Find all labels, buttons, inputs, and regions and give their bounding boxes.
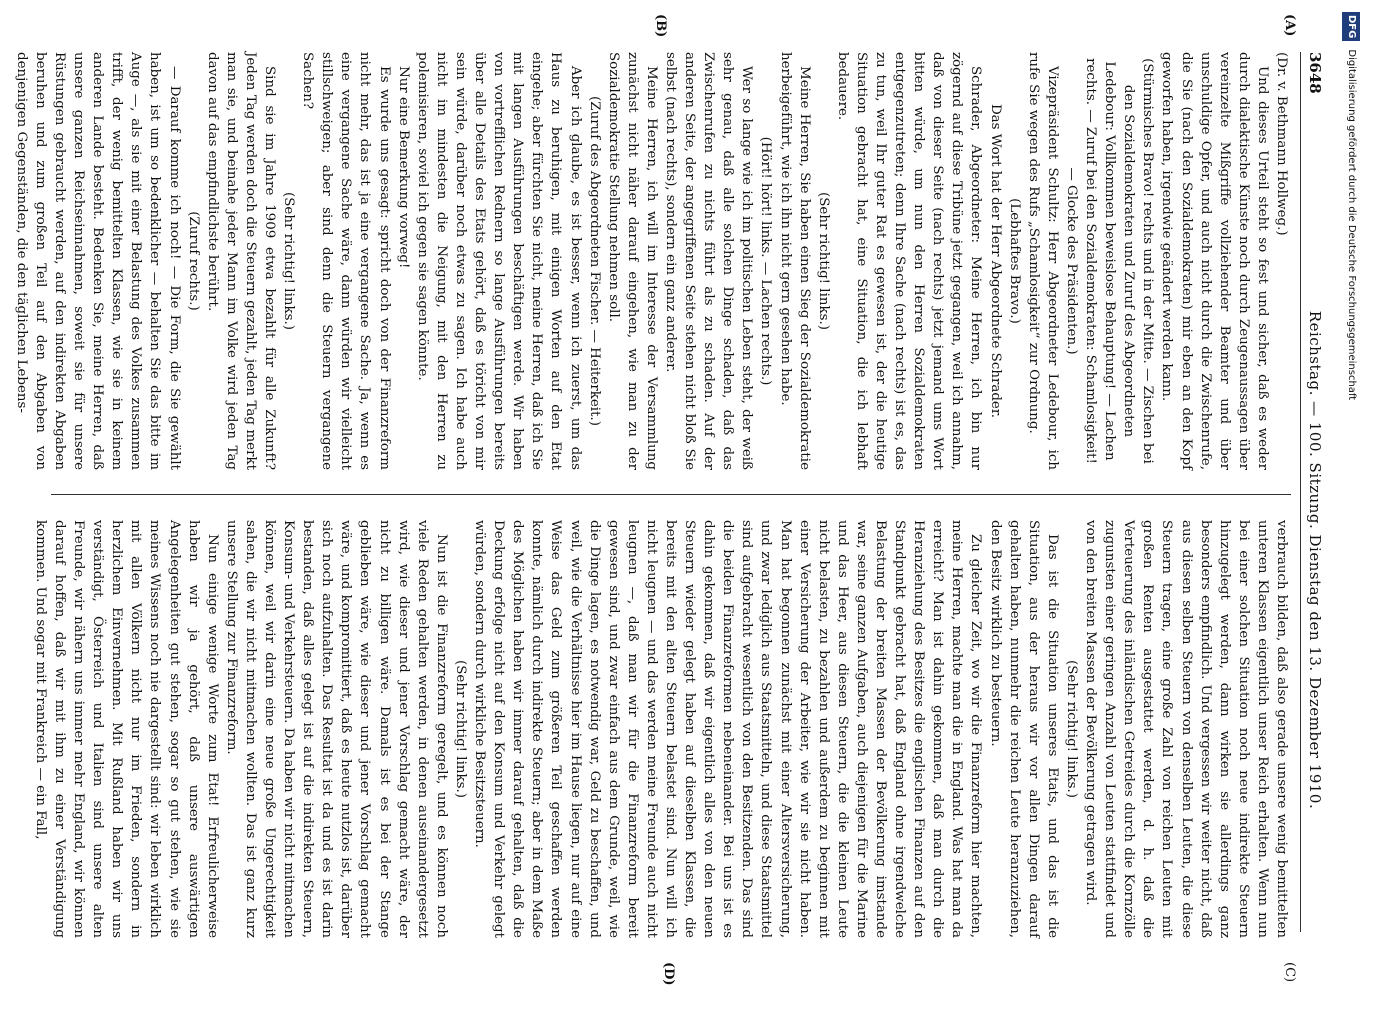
interjection: (Zuruf des Abgeordneten Fischer. — Heiterkeit.) (586, 96, 602, 426)
speaker-tag: (Dr. v. Bethmann Hollweg.) (1274, 52, 1289, 236)
running-title: Reichstag. — 100. Sitzung. Dienstag den 13. Dezember 1910. (1306, 310, 1324, 810)
interjection: (Sehr richtig! links.) (815, 192, 831, 330)
interjection: (Hört! hört! links. — Lachen rechts.) (758, 136, 774, 386)
paragraph: Und dieses Urteil steht so fest und sicher, daß es weder durch dialektische Künste noch durch Zeugenaussagen über vereinzelte Mißgriffe vollziehender Beamter und über unschuldige Opfer, und auch nicht durch die Zwischenrufe, die Sie (nach den Sozialdemokraten) mir eben an den Kopf geworfen haben, irgendwie geändert werden kann. (1159, 52, 1270, 470)
interjection: (Sehr richtig! links.) (452, 660, 468, 798)
paragraph: Sind sie im Jahre 1909 etwa bezahlt für alle Zukunft? Jeden Tag werden doch die Steuern gezahlt, jeden Tag merkt man sie, und beinahe jeder Mann im Volke wird jeden Tag davon auf das empfindlichste berührt. (204, 52, 278, 470)
paragraph: Vizepräsident Schultz: Herr Abgeordneter Ledebour, ich rufe Sie wegen des Rufs „Schamlosigkeit“ zur Ordnung. (1025, 52, 1060, 470)
paragraph: — Darauf komme ich noch! — Die Form, die Sie gewählt haben, ist um so bedenklicher — behalten Sie das bitte im Auge —, als sie mit einer Belastung des Volkes zusammen trifft, der wenig bemittelten Klassen, wie sie in keinem anderen Lande besteht. Bedenken Sie, meine Herren, daß unsere ganzen Reichseinnahmen, soweit sie für unsere Rüstungen gebraucht werden, auf den indirekten Abgaben beruhen und zum großen Teil auf den Abgaben von denjenigen Gegenständen, die den täglichen Lebens- (13, 52, 182, 470)
interjection: (Sehr richtig! links.) (281, 192, 297, 330)
paragraph: verbrauch bilden, daß also gerade unsere wenig bemittelten unteren Klassen eigentlich unser Reich erhalten. Wenn nun bei einer solchen Situation noch neue indirekte Steuern hinzugelegt werden, dann wirken sie allerdings ganz besonders empfindlich. Und vergessen wir weiter nicht, daß aus diesen selben Steuern von denselben Leuten, die diese Steuern tragen, eine große Zahl von reichen Leuten mit großen Renten ausgestattet werden, d. h. daß die Verteuerung des inländischen Getreides durch die Kornzölle zugunsten einer geringen Anzahl von Leuten stattfindet und von den breiten Massen der Bevölkerung getragen wird. (1083, 520, 1289, 938)
paragraph: Es wurde uns gesagt: spricht doch von der Finanzreform nicht mehr, das ist ja eine vergangene Sache. Ja, wenn es eine vergangene Sache wäre, dann würden wir vielleicht stillschweigen; aber sind denn die Steuern vergangene Sachen? (300, 52, 392, 470)
left-column (13, 52, 1291, 470)
paragraph: Nur eine Bemerkung vorweg! (395, 66, 411, 269)
column-mark-a: (A) (1282, 14, 1297, 37)
page-number: 3648 (1306, 52, 1324, 94)
dfg-logo: DFG (1342, 12, 1360, 41)
paragraph: Aber ich glaube, es ist besser, wenn ich zuerst, um das Haus zu beruhigen, mit einigen Worten auf den Etat eingehe; aber fürchten Sie nicht, meine Herren, daß ich Sie mit langen Ausführungen beschäftigen werde. Wir haben von vortrefflichen Rednern so lange Ausführungen bereits über alle Details des Etats gehört, daß es töricht von mir sein würde, darüber noch etwas zu sagen. Ich habe auch nicht im mindesten die Neigung, mit den Herren zu polemisieren, soviel ich gegen sie sagen könnte. (414, 52, 583, 470)
column-divider (51, 494, 1291, 495)
paragraph: Nun einige wenige Worte zum Etat! Erfreulicherweise haben wir ja gehört, daß unsere auswärtigen Angelegenheiten gut stehen, sogar so gut stehen, wie sie meines Wissens noch nie dargestellt sind: wir leben wirklich mit allen Völkern nicht nur im Frieden, sondern in herzlichem Einvernehmen. Mit Rußland haben wir uns verständigt, Österreich und Italien sind unsere alten Freunde, wir nähern uns immer mehr England, wir können darauf hoffen, daß wir mit ihm zu einer Verständigung kommen. Und sogar mit Frankreich — ein Fall, (32, 520, 220, 938)
paragraph: Das Wort hat der Herr Abgeordnete Schrader. (987, 103, 1003, 419)
interjection: (Lebhaftes Bravo.) (1006, 198, 1022, 324)
column-mark-d: (D) (661, 962, 676, 986)
header-rule (1300, 52, 1301, 932)
paragraph: Nun ist die Finanzreform geregelt, und es können noch viele Reden gehalten werden, in denen auseinandergesetzt wird, wie dieser und jener Vorschlag gemacht wäre, der nicht zu billigen wäre. Damals ist es bei der Stange geblieben wäre, wie dieser und jener Vorschlag gemacht wäre, und kompromittiert, daß es heute nutzlos ist, darüber sich noch aufzuhalten. Das Resultat ist da und es ist darin bestanden, daß alles gelegt ist auf die indirekten Steuern, Konsum- und Verkehrsteuern. Da haben wir nicht mitmachen können, weil wir darin eine neue große Ungerechtigkeit sahen, die wir nicht mitmachen wollten. Das ist ganz kurz unsere Stellung zur Finanzreform. (223, 520, 449, 938)
paragraph: Schrader, Abgeordneter: Meine Herren, ich bin nur zögernd auf diese Tribüne jetzt gegangen, weil ich annahm, daß von dieser Seite (nach rechts) jetzt jemand ums Wort bitten würde, um nun den Herren Sozialdemokraten entgegenzutreten; denn Ihre Sache (nach rechts) ist es, das zu tun, weil Ihr guter Rat es gewesen ist, der die heutige Situation gebracht hat, eine Situation, die ich lebhaft bedauere. (834, 52, 984, 470)
paragraph: Zu gleicher Zeit, wo wir die Finanzreform hier machten, meine Herren, machte man die in England. Was hat man da erreicht? Man ist dahin gekommen, daß man durch die Heranziehung des Besitzes die englischen Finanzen auf den Standpunkt gebracht hat, daß England ohne irgendwelche Belastung der breiten Massen der Bevölkerung imstande war, seine ganzen Aufgaben, auch diejenigen für die Marine und das Heer, aus diesen Steuern, die die kleinen Leute nicht belasten, zu bezahlen und außerdem zu beginnen mit einer Versicherung der Arbeiter, wie wir sie nicht haben. Man hat begonnen zunächst mit einer Altersversicherung, und zwar lediglich aus Staatsmitteln, und diese Staatsmittel sind aufgebracht wesentlich von den Besitzenden. Das sind die beiden Finanzreformen nebeneinander. Bei uns ist es dahin gekommen, daß wir eigentlich alles von den neuen Steuern wieder gelegt haben auf dieselben Klassen, die bereits mit den alten Steuern belastet sind. Nun will ich nicht leugnen — und das werden meine Freunde auch nicht leugnen —, daß man wir für die Finanzreform bereit gewesen sind, und zwar einfach aus dem Grunde, weil, wie die Dinge lagen, es notwendig war, Geld zu beschaffen, und weil, wie die Verhältnisse hier im Hause liegen, nur auf eine Weise das Geld zum größeren Teil geschaffen werden konnte, nämlich durch indirekte Steuern; aber in dem Maße des Möglichen haben wir immer darauf gehalten, daß die Deckung erfolge nicht auf den Konsum und Verkehr gelegt würden, sondern durch wirkliche Besitzsteuern. (472, 520, 984, 938)
interjection: (Stürmisches Bravo! rechts und in der Mitte. — Zischen bei den Sozialdemokraten und Zuruf des Abgeordneten Ledebour: Vollkommen beweislose Behauptung! — Lachen rechts. — Zuruf bei den Sozialdemokraten: Schamlosigkeit! — Glocke des Präsidenten.) (1063, 58, 1156, 464)
digitization-imprint (1342, 12, 1360, 1012)
column-mark-b: (B) (653, 14, 668, 38)
paragraph: Meine Herren, Sie haben einen Sieg der Sozialdemokratie herbeigeführt, wie ich ihn nicht gern gesehen habe. (777, 52, 812, 470)
column-mark-c: (C) (1282, 962, 1297, 983)
interjection: (Sehr richtig! links.) (1063, 660, 1079, 798)
paragraph: Meine Herren, ich will im Interesse der Versammlung zunächst nicht näher darauf eingehen, wie man zu der Sozialdemokratie Stellung nehmen soll. (605, 52, 659, 470)
interjection: (Zuruf rechts.) (185, 211, 201, 311)
right-column (32, 520, 1291, 938)
paragraph: Wer so lange wie ich im politischen Leben steht, der weiß sehr genau, daß alle solchen Dinge schaden, daß das Zwischenrufen zu nichts führt als zu schaden. Auf der anderen Seite, der angegriffenen Seite stehen nicht bloß Sie selbst (nach rechts), sondern ein ganz anderer. (663, 52, 755, 470)
imprint-text: Digitalisierung gefördert durch die Deutsche Forschungsgemeinschaft (1346, 49, 1357, 401)
paragraph: Das ist die Situation unseres Etats, und das ist die Situation, aus der heraus wir vor allen Dingen darauf gehalten haben, nunmehr die reichen Leute heranzuziehen, den Besitz wirklich zu besteuern. (987, 520, 1060, 938)
